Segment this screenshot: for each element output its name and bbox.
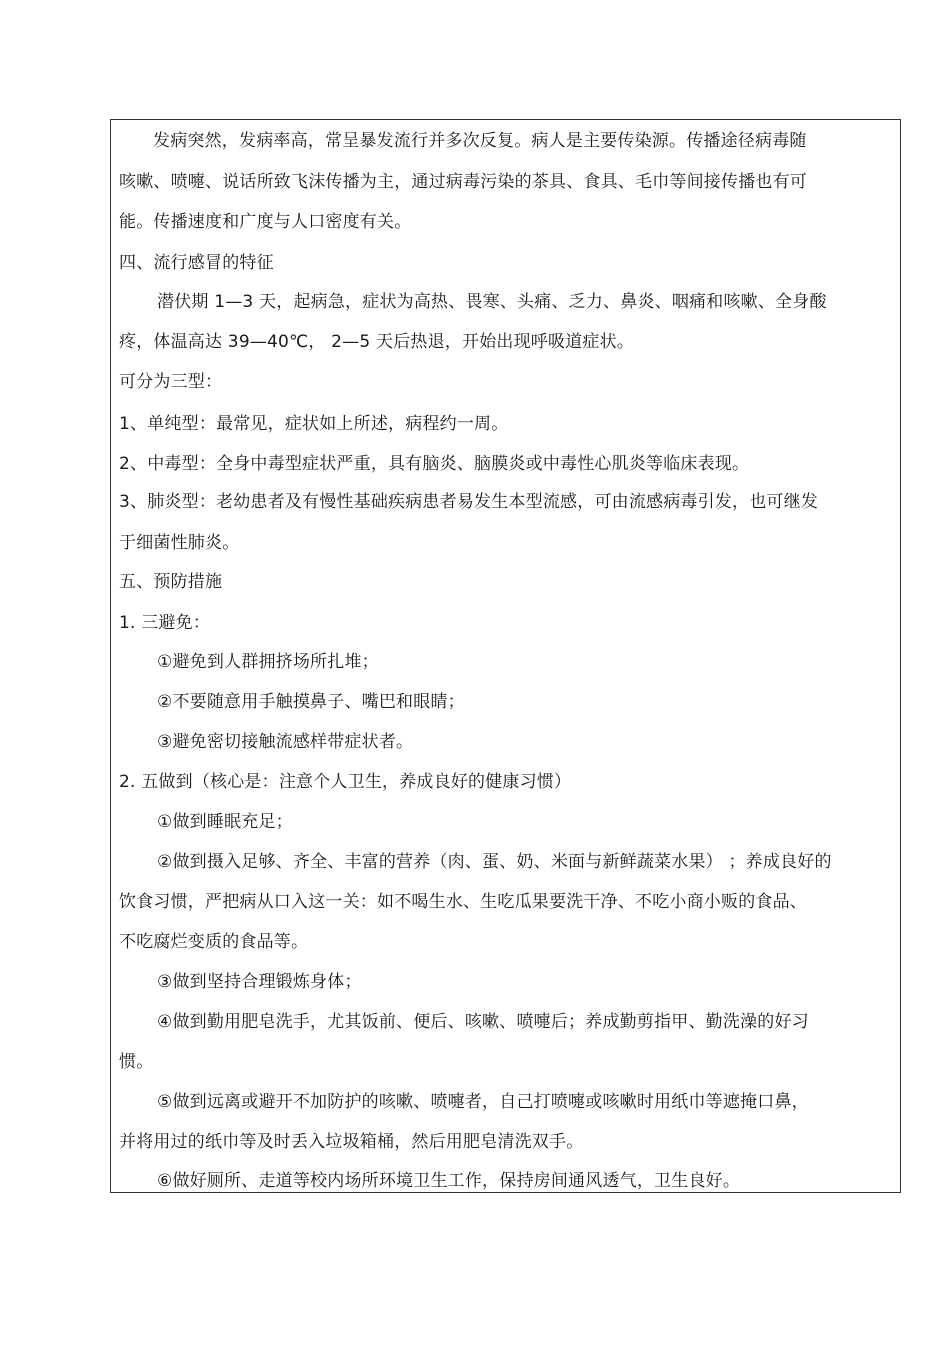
section-heading: 四、流行感冒的特征 [119, 253, 274, 273]
sub-list-item: ③避免密切接触流感样带症状者。 [157, 732, 414, 752]
sub-list-item: ③做到坚持合理锻炼身体； [157, 972, 362, 992]
paragraph-line: 惯。 [119, 1052, 154, 1072]
paragraph-line: 于细菌性肺炎。 [119, 533, 240, 553]
paragraph-line: 潜伏期 1—3 天，起病急，症状为高热、畏寒、头痛、乏力、鼻炎、咽痛和咳嗽、全身酸 [157, 292, 827, 312]
paragraph-line: 不吃腐烂变质的食品等。 [119, 932, 309, 952]
list-item: 3、肺炎型：老幼患者及有慢性基础疾病患者易发生本型流感，可由流感病毒引发，也可继发 [119, 492, 819, 512]
sub-list-item: ②不要随意用手触摸鼻子、嘴巴和眼睛； [157, 692, 465, 712]
sub-list-item: ②做到摄入足够、齐全、丰富的营养（肉、蛋、奶、米面与新鲜蔬菜水果） ；养成良好的 [157, 852, 832, 872]
list-item: 2. 五做到（核心是：注意个人卫生，养成良好的健康习惯） [119, 772, 572, 792]
paragraph-line: 饮食习惯，严把病从口入这一关：如不喝生水、生吃瓜果要洗干净、不吃小商小贩的食品、 [119, 892, 807, 912]
paragraph-line: 可分为三型： [119, 372, 223, 392]
paragraph-line: 能。传播速度和广度与人口密度有关。 [119, 212, 412, 232]
paragraph-line: 并将用过的纸巾等及时丢入垃圾箱桶，然后用肥皂清洗双手。 [119, 1132, 584, 1152]
paragraph-line: 发病突然，发病率高，常呈暴发流行并多次反复。病人是主要传染源。传播途径病毒随 [153, 131, 807, 151]
section-heading: 五、预防措施 [119, 572, 223, 592]
sub-list-item: ⑤做到远离或避开不加防护的咳嗽、喷嚏者，自己打喷嚏或咳嗽时用纸巾等遮掩口鼻， [157, 1092, 809, 1112]
sub-list-item: ①避免到人群拥挤场所扎堆； [157, 652, 379, 672]
paragraph-line: 咳嗽、喷嚏、说话所致飞沫传播为主，通过病毒污染的茶具、食具、毛巾等间接传播也有可 [119, 172, 807, 192]
list-item: 1、单纯型：最常见，症状如上所述，病程约一周。 [119, 414, 509, 434]
sub-list-item: ⑥做好厕所、走道等校内场所环境卫生工作，保持房间通风透气，卫生良好。 [157, 1171, 741, 1191]
list-item: 2、中毒型：全身中毒型症状严重，具有脑炎、脑膜炎或中毒性心肌炎等临床表现。 [119, 454, 750, 474]
sub-list-item: ④做到勤用肥皂洗手，尤其饭前、便后、咳嗽、喷嚏后；养成勤剪指甲、勤洗澡的好习 [157, 1012, 809, 1032]
list-item: 1. 三避免： [119, 613, 211, 633]
sub-list-item: ①做到睡眠充足； [157, 812, 293, 832]
paragraph-line: 疼，体温高达 39—40℃， 2—5 天后热退，开始出现呼吸道症状。 [119, 332, 634, 352]
